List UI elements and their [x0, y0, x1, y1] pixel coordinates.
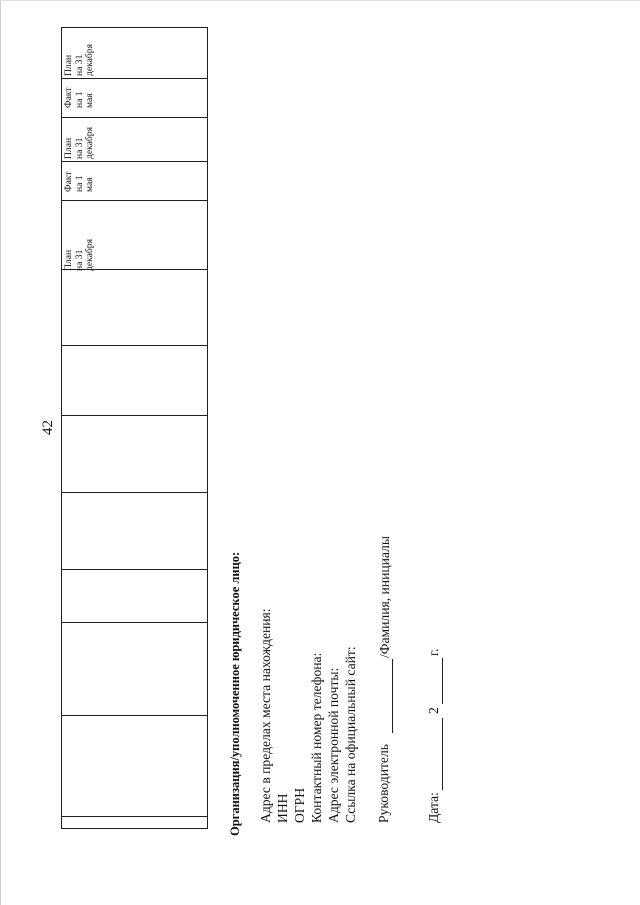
- cell-line: на 31: [73, 137, 85, 159]
- cell-line: на 31: [73, 249, 85, 271]
- organization-heading: Организация/уполномоченное юридическое лицо:: [228, 551, 242, 836]
- table-header-cell-1: [64, 239, 96, 271]
- date-year-line: [442, 658, 443, 704]
- website-label: Ссылка на официальный сайт:: [343, 646, 358, 823]
- cell-line: План: [63, 249, 74, 271]
- signature-line: [392, 659, 393, 733]
- cell-line: мая: [84, 177, 95, 192]
- cell-line: Факт: [63, 171, 74, 192]
- cell-line: План: [63, 54, 74, 76]
- signature-label: Руководитель: [376, 744, 391, 823]
- table-header-cell-5: [64, 44, 96, 76]
- ogrn-label: ОГРН: [292, 787, 307, 823]
- table-header-cell-4: [64, 87, 96, 108]
- cell-line: на 31: [73, 54, 85, 76]
- table-header-cell-3: [64, 127, 96, 159]
- cell-line: декабря: [84, 238, 95, 271]
- page-number: 42: [40, 420, 56, 435]
- cell-line: декабря: [84, 43, 95, 76]
- cell-line: на 1: [73, 175, 85, 192]
- table-header-cell-2: [64, 171, 96, 192]
- phone-label: Контактный номер телефона:: [309, 652, 324, 823]
- date-year-digit: 2: [426, 707, 441, 714]
- signature-caption: /Фамилия, инициалы: [377, 536, 392, 658]
- cell-line: План: [63, 137, 74, 159]
- cell-line: мая: [84, 93, 95, 108]
- date-label: Дата:: [426, 792, 441, 823]
- inn-label: ИНН: [275, 793, 290, 823]
- cell-line: декабря: [84, 126, 95, 159]
- address-label: Адрес в пределах места нахождения:: [258, 608, 273, 823]
- cell-line: на 1: [73, 91, 85, 108]
- date-day-line: [442, 718, 443, 790]
- email-label: Адрес электронной почты:: [326, 667, 341, 823]
- cell-line: Факт: [63, 87, 74, 108]
- date-year-suffix: г.: [426, 648, 441, 656]
